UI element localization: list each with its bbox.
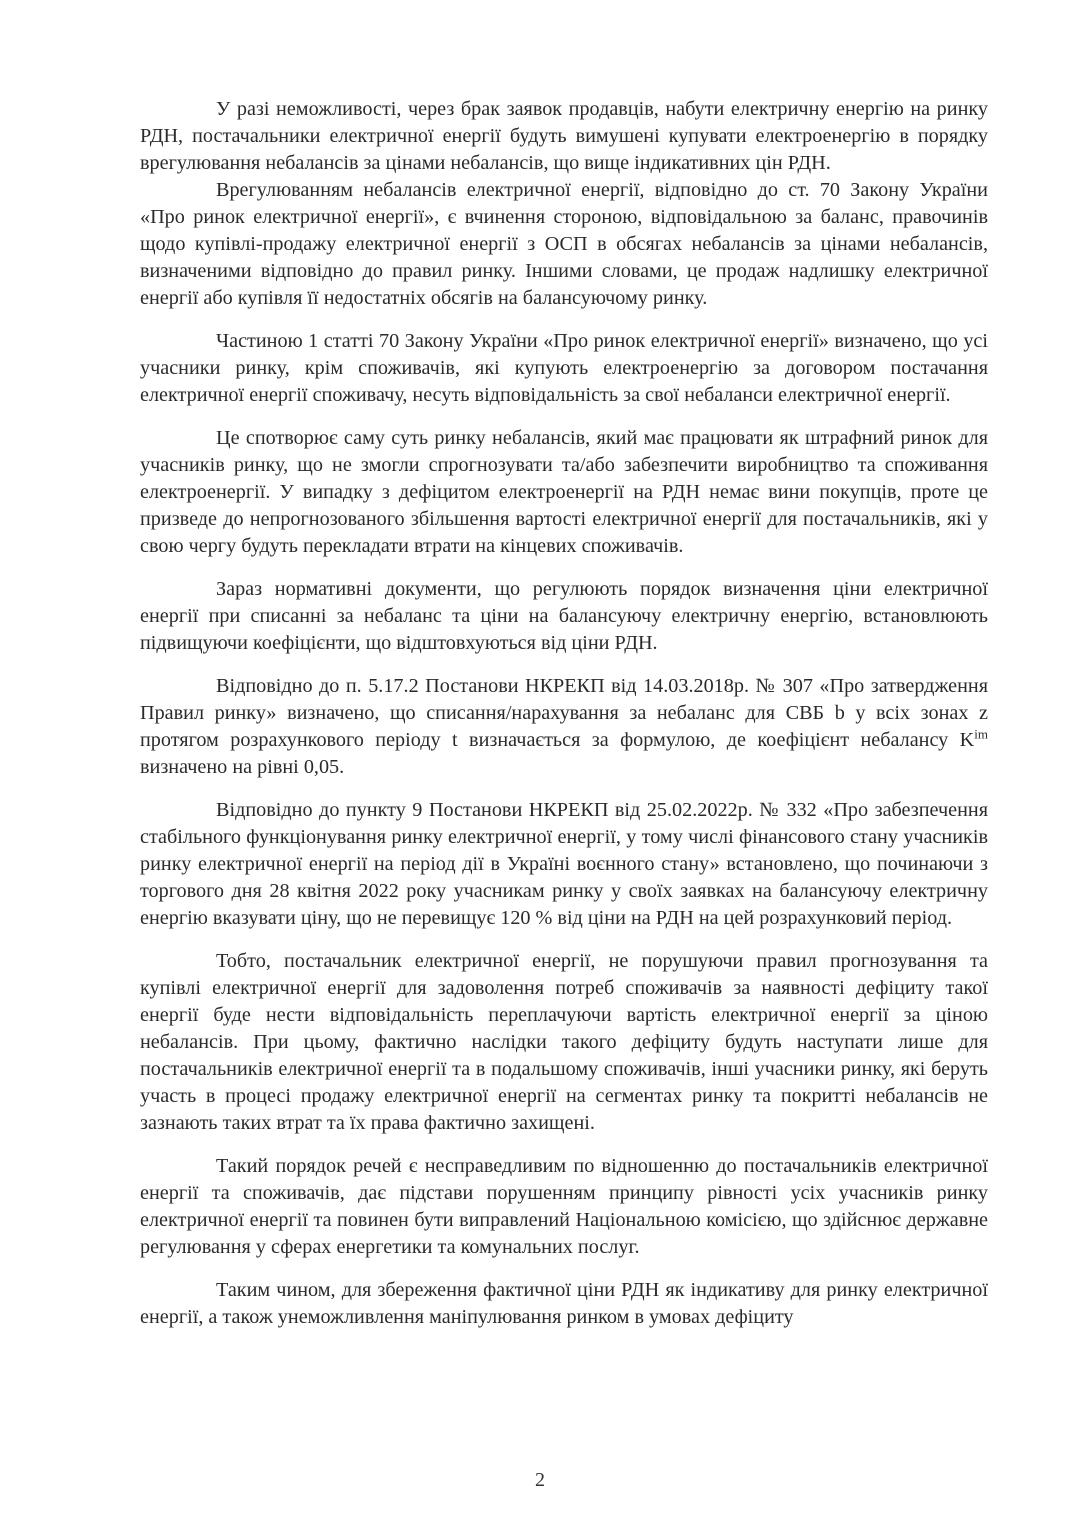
paragraph-10: Таким чином, для збереження фактичної ціни РДН як індикативу для ринку електричної енергії, а також унеможливлення маніпулювання ринком в умовах дефіциту xyxy=(140,1279,988,1328)
paragraph-3: Частиною 1 статті 70 Закону України «Про ринок електричної енергії» визначено, що усі учасники ринку, крім споживачів, які купують електроенергію за договором постачання електричної енергії споживачу, несуть відповідальність за свої небаланси електричної енергії. xyxy=(140,330,988,406)
coefficient-tail: визначено на рівні 0,05. xyxy=(140,756,345,778)
paragraph-8: Тобто, постачальник електричної енергії, не порушуючи правил прогнозування та купівлі електричної енергії для задоволення потреб споживачів за наявності дефіциту такої енергії буде нести відповідальність переплачуючи вартість електричної енергії за ціною небалансів. При цьому, фактично наслідки такого дефіциту будуть наступати лише для постачальників електричної енергії та в подальшому споживачів, інші учасники ринку, які беруть участь в процесі продажу електричної енергії на сегментах ринку та покритті небалансів не зазнають таких втрат та їх права фактично захищені. xyxy=(140,950,988,1134)
coefficient-superscript: im xyxy=(974,726,988,742)
paragraph-7: Відповідно до пункту 9 Постанови НКРЕКП від 25.02.2022р. № 332 «Про забезпечення стабільного функціонування ринку електричної енергії, у тому числі фінансового стану учасників ринку електричної енергії на період дії в Україні воєнного стану» встановлено, що починаючи з торгового дня 28 квітня 2022 року учасникам ринку у своїх заявках на балансуючу електричну енергію вказувати ціну, що не перевищує 120 % від ціни на РДН на цей розрахунковий період. xyxy=(140,799,988,929)
paragraph-9: Такий порядок речей є несправедливим по відношенню до постачальників електричної енергії та споживачів, дає підстави порушенням принципу рівності усіх учасників ринку електричної енергії та повинен бути виправлений Національною комісією, що здійснює державне регулювання у сферах енергетики та комунальних послуг. xyxy=(140,1155,988,1258)
paragraph-4: Це спотворює саму суть ринку небалансів, який має працювати як штрафний ринок для учасників ринку, що не змогли спрогнозувати та/або забезпечити виробництво та споживання електроенергії. У випадку з дефіцитом електроенергії на РДН немає вини покупців, проте це призведе до непрогнозованого збільшення вартості електричної енергії для постачальників, які у свою чергу будуть перекладати втрати на кінцевих споживачів. xyxy=(140,427,988,557)
paragraph-5: Зараз нормативні документи, що регулюють порядок визначення ціни електричної енергії при списанні за небаланс та ціни на балансуючу електричну енергію, встановлюють підвищуючи коефіцієнти, що відштовхуються від ціни РДН. xyxy=(140,578,988,654)
page-number: 2 xyxy=(535,1469,545,1491)
paragraph-6-text: Відповідно до п. 5.17.2 Постанови НКРЕКП від 14.03.2018р. № 307 «Про затвердження Правил ринку» визначено, що списання/нарахування за небаланс для СВБ b у всіх зонах z протягом розрахункового періоду t визначається за формулою, де коефіцієнт небалансу K xyxy=(140,675,988,751)
paragraph-1: У разі неможливості, через брак заявок продавців, набути електричну енергію на ринку РДН, постачальники електричної енергії будуть вимушені купувати електроенергію в порядку врегулювання небалансів за цінами небалансів, що вище індикативних цін РДН. xyxy=(140,98,988,174)
paragraph-6 xyxy=(140,673,988,781)
paragraph-2: Врегулюванням небалансів електричної енергії, відповідно до ст. 70 Закону України «Про ринок електричної енергії», є вчинення стороною, відповідальною за баланс, правочинів щодо купівлі-продажу електричної енергії з ОСП в обсягах небалансів за цінами небалансів, визначеними відповідно до правил ринку. Іншими словами, це продаж надлишку електричної енергії або купівля її недостатніх обсягів на балансуючому ринку. xyxy=(140,179,988,309)
